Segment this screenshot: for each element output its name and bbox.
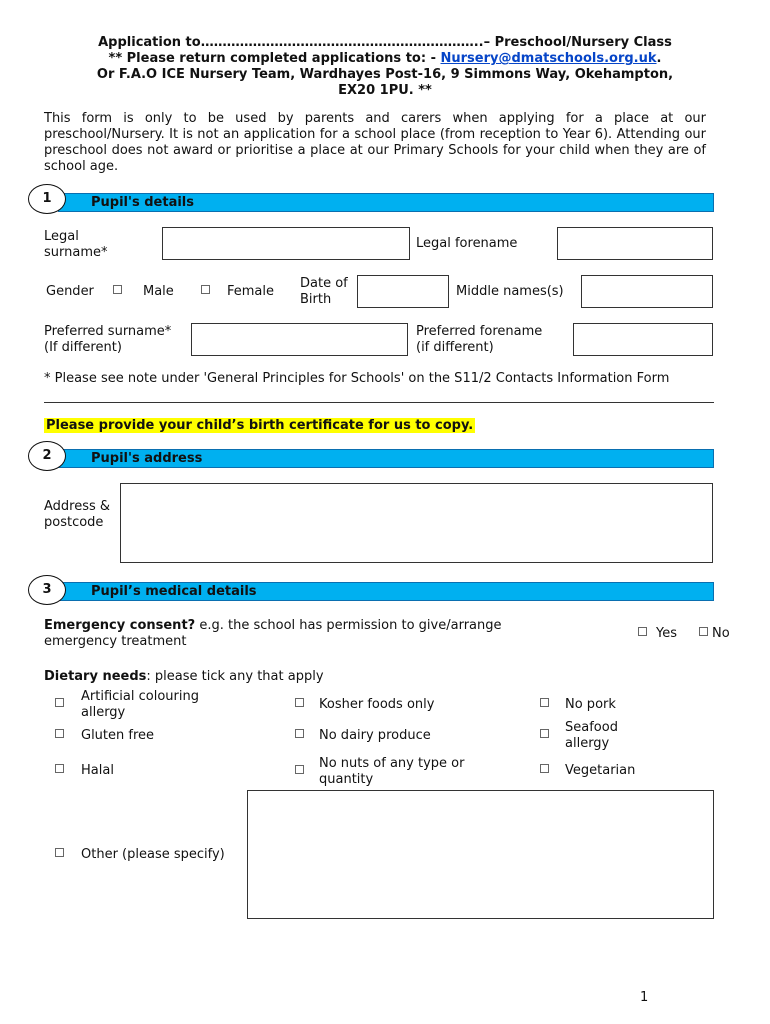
section-1-bar: [58, 193, 714, 212]
seafood-allergy-checkbox[interactable]: [540, 729, 549, 738]
no-nuts-label: No nuts of any type or quantity: [319, 756, 465, 787]
other-checkbox[interactable]: [55, 848, 64, 857]
page-number: 1: [640, 990, 649, 1005]
gluten-free-label: Gluten free: [81, 728, 155, 743]
consent-no-checkbox[interactable]: [699, 627, 708, 636]
dob-label: Date of Birth: [300, 276, 348, 307]
kosher-label: Kosher foods only: [319, 697, 435, 712]
preferred-surname-label: [44, 324, 171, 356]
section-2-number: 2: [28, 441, 66, 471]
preferred-forename-label: [416, 324, 542, 356]
consent-no-label: No: [712, 626, 730, 641]
preferred-forename-field[interactable]: [573, 323, 713, 356]
no-pork-label: No pork: [565, 697, 616, 712]
no-pork-checkbox[interactable]: [540, 698, 549, 707]
seafood-allergy-label: Seafood allergy: [565, 720, 618, 751]
intro-paragraph: This form is only to be used by parents and carers when applying for a place at our preschool/Nursery. It is not an application for a school place (from reception to Year 6). Attending our preschool does not award or prioritise a place at our Primary Schools for your child when they are of school age.: [44, 111, 706, 174]
header-line-2: [40, 51, 730, 67]
section-1-number: 1: [28, 184, 66, 214]
preferred-surname-label-line-2: (If different): [44, 340, 122, 355]
halal-checkbox[interactable]: [55, 764, 64, 773]
header-line-2-suffix: .: [656, 51, 662, 66]
emergency-consent-description: e.g. the school has permission to give/arrange emergency treatment: [44, 618, 502, 649]
birth-certificate-note: [44, 418, 475, 434]
birth-certificate-highlight: Please provide your child’s birth certificate for us to copy.: [46, 418, 474, 433]
preferred-forename-label-line-2: (if different): [416, 340, 494, 355]
consent-yes-checkbox[interactable]: [638, 627, 647, 636]
address-field[interactable]: [120, 483, 713, 563]
section-3-number: 3: [28, 575, 66, 605]
kosher-checkbox[interactable]: [295, 698, 304, 707]
artificial-colouring-label: Artificial colouring allergy: [81, 689, 199, 720]
artificial-colouring-checkbox[interactable]: [55, 698, 64, 707]
section-2-bar: [58, 449, 714, 468]
header-line-3: Or F.A.O ICE Nursery Team, Wardhayes Post-16, 9 Simmons Way, Okehampton,: [96, 67, 674, 82]
header-line-2-prefix: ** Please return completed applications to: -: [108, 51, 441, 66]
section-3-bar: [58, 582, 714, 601]
emergency-consent-heading: Emergency consent?: [44, 618, 196, 633]
middle-names-label: Middle names(s): [456, 284, 564, 299]
male-label: Male: [143, 284, 174, 299]
preferred-surname-field[interactable]: [191, 323, 408, 356]
halal-label: Halal: [81, 763, 114, 778]
no-nuts-checkbox[interactable]: [295, 765, 304, 774]
consent-yes-label: Yes: [656, 626, 677, 641]
header-line-1: Application to………………………………………………………..– Preschool/Nursery Class: [98, 35, 672, 50]
legal-forename-field[interactable]: [557, 227, 713, 260]
preferred-forename-label-line-1: Preferred forename: [416, 324, 543, 339]
nursery-email-link[interactable]: Nursery@dmatschools.org.uk: [440, 51, 657, 66]
female-label: Female: [227, 284, 275, 299]
vegetarian-checkbox[interactable]: [540, 764, 549, 773]
emergency-consent-text: [44, 618, 564, 650]
gender-label: Gender: [46, 284, 94, 299]
dob-field[interactable]: [357, 275, 449, 308]
section-2-title: Pupil's address: [91, 451, 203, 466]
legal-forename-label: Legal forename: [416, 236, 518, 251]
male-checkbox[interactable]: [113, 285, 122, 294]
address-label: Address & postcode: [44, 499, 111, 530]
section-1-divider: [44, 402, 714, 403]
other-label: Other (please specify): [81, 847, 225, 862]
no-dairy-checkbox[interactable]: [295, 729, 304, 738]
dietary-needs-description: : please tick any that apply: [146, 669, 324, 684]
header-line-4: EX20 1PU. **: [338, 83, 432, 98]
no-dairy-label: No dairy produce: [319, 728, 431, 743]
section-3-title: Pupil’s medical details: [91, 584, 257, 599]
vegetarian-label: Vegetarian: [565, 763, 636, 778]
dietary-needs-heading: Dietary needs: [44, 669, 147, 684]
middle-names-field[interactable]: [581, 275, 713, 308]
other-specify-field[interactable]: [247, 790, 714, 919]
legal-surname-label: Legal surname*: [44, 229, 108, 260]
dietary-needs-text: [44, 669, 324, 685]
preferred-surname-label-line-1: Preferred surname*: [44, 324, 172, 339]
gluten-free-checkbox[interactable]: [55, 729, 64, 738]
general-principles-note: * Please see note under 'General Principles for Schools' on the S11/2 Contacts Information Form: [44, 371, 670, 386]
female-checkbox[interactable]: [201, 285, 210, 294]
section-1-title: Pupil's details: [91, 195, 195, 210]
legal-surname-field[interactable]: [162, 227, 410, 260]
